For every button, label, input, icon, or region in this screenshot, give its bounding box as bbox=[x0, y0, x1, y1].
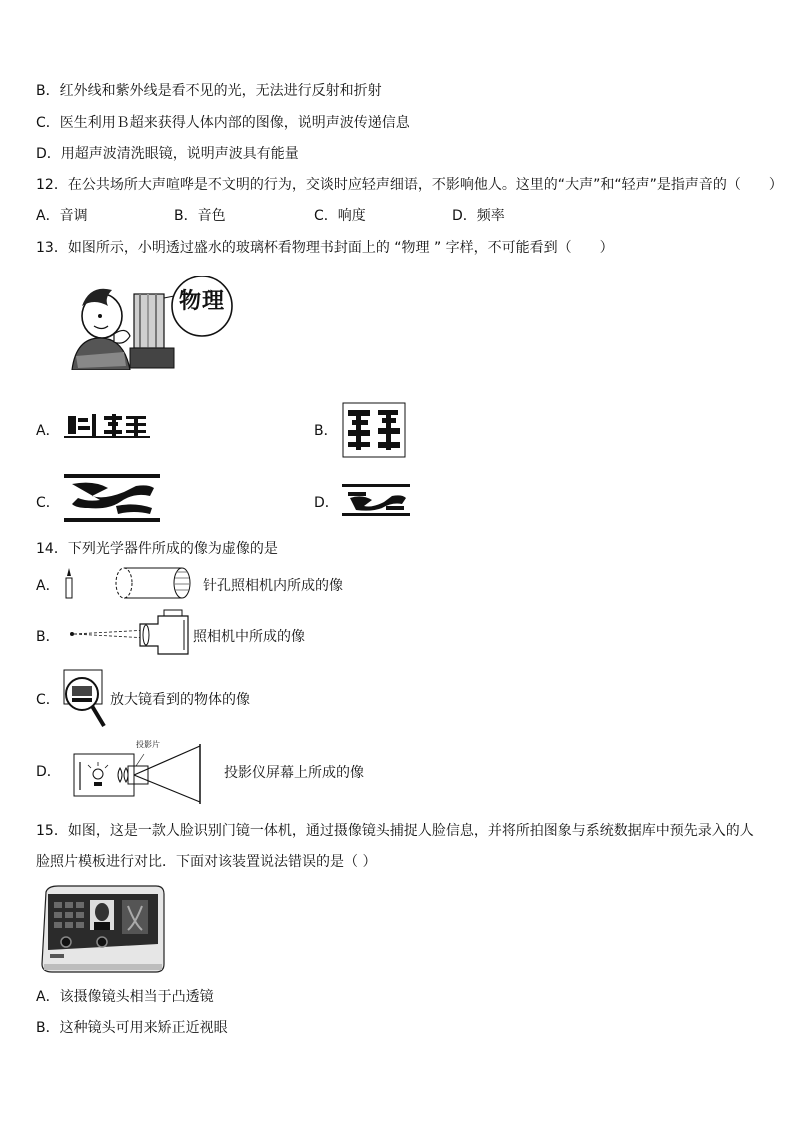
q14-option-d-label: D． bbox=[36, 764, 61, 780]
q12-option-c: C．响度 bbox=[314, 208, 366, 224]
q14-option-b-caption: 照相机中所成的像 bbox=[193, 629, 305, 645]
q12-option-b: B．音色 bbox=[174, 208, 226, 224]
q15-option-a: A．该摄像镜头相当于凸透镜 bbox=[36, 989, 214, 1005]
q14-option-b-label: B． bbox=[36, 629, 60, 645]
q13-option-c-label: C． bbox=[36, 495, 60, 511]
q12-option-d: D．频率 bbox=[452, 208, 505, 224]
q14-stem: 14．下列光学器件所成的像为虚像的是 bbox=[36, 541, 278, 557]
q15-option-b: B．这种镜头可用来矫正近视眼 bbox=[36, 1020, 228, 1036]
q13-option-a-image bbox=[64, 410, 150, 440]
q13-option-a-label: A． bbox=[36, 423, 60, 439]
q13-stem: 13．如图所示，小明透过盛水的玻璃杯看物理书封面上的 “物理 ” 字样，不可能看到（ ） bbox=[36, 240, 614, 256]
q13-figure-text: 物理 bbox=[178, 289, 225, 314]
q15-device-image bbox=[38, 884, 168, 974]
q12-option-a: A．音调 bbox=[36, 208, 88, 224]
q11-option-c: C．医生利用Ｂ超来获得人体内部的图像，说明声波传递信息 bbox=[36, 115, 410, 131]
q14-option-c-label: C． bbox=[36, 692, 60, 708]
q13-option-b-image bbox=[342, 402, 406, 458]
q14-option-d-image bbox=[70, 740, 210, 804]
q15-stem-line2: 脸照片模板进行对比．下面对该装置说法错误的是（ ） bbox=[36, 854, 377, 870]
q14-option-a-caption: 针孔照相机内所成的像 bbox=[203, 578, 343, 594]
q14-option-c-image bbox=[60, 668, 110, 730]
q14-option-a-label: A． bbox=[36, 578, 60, 594]
q15-stem-line1: 15．如图，这是一款人脸识别门镜一体机，通过摄像镜头捕捉人脸信息，并将所拍图象与系统数据库中预先录入的人 bbox=[36, 823, 754, 839]
q14-option-c-caption: 放大镜看到的物体的像 bbox=[110, 692, 250, 708]
q11-option-b: B．红外线和紫外线是看不见的光，无法进行反射和折射 bbox=[36, 83, 382, 99]
q13-figure bbox=[64, 276, 236, 370]
q14-option-d-caption: 投影仪屏幕上所成的像 bbox=[224, 765, 364, 781]
q13-option-b-label: B． bbox=[314, 423, 338, 439]
q11-option-d: D．用超声波清洗眼镜，说明声波具有能量 bbox=[36, 146, 299, 162]
projector-slide-label: 投影片 bbox=[136, 740, 160, 749]
q13-option-c-image bbox=[64, 474, 160, 522]
q14-option-b-image bbox=[62, 606, 192, 664]
q12-stem: 12．在公共场所大声喧哗是不文明的行为，交谈时应轻声细语，不影响他人。这里的“大声”和“轻声”是指声音的（ ） bbox=[36, 177, 783, 193]
q14-option-a-image bbox=[62, 562, 202, 604]
q13-option-d-label: D． bbox=[314, 495, 339, 511]
q12-options bbox=[36, 206, 736, 226]
q13-option-d-image bbox=[342, 484, 410, 516]
